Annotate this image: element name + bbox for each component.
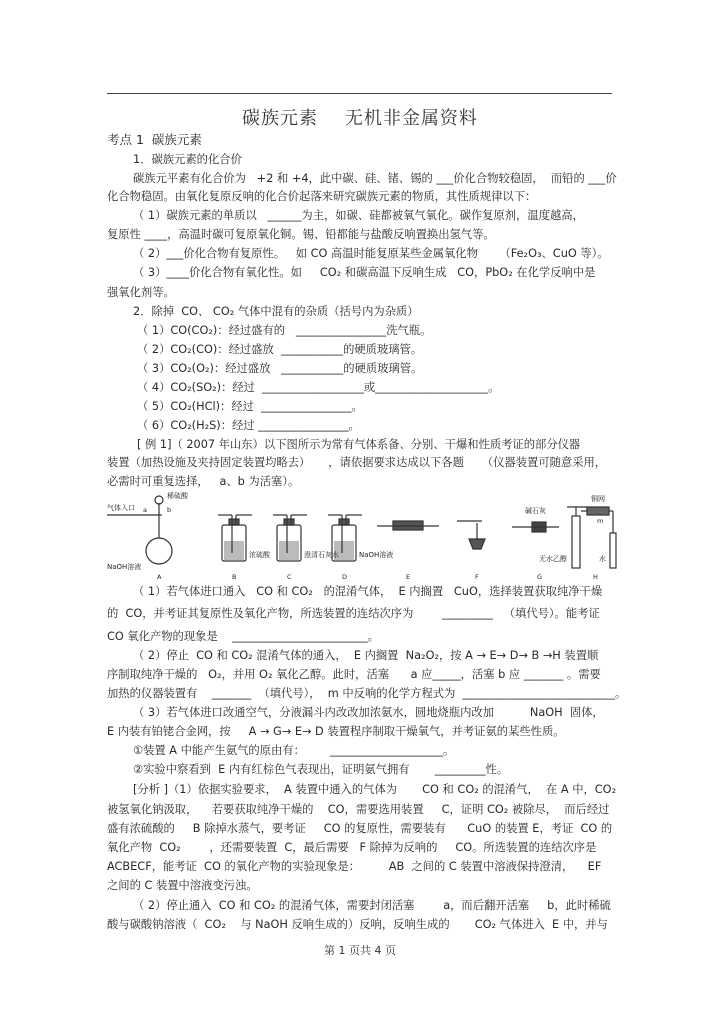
apparatus-label-d: D — [342, 573, 348, 581]
apparatus-label-a: A — [157, 573, 162, 581]
page-footer: 第 1 页共 4 页 — [324, 944, 396, 957]
apparatus-label-e: E — [406, 573, 411, 581]
header-rule — [107, 93, 612, 94]
text-line: （ 3）若气体进口改通空气，分液漏斗内改改加浓氨水，圆地烧瓶内改加 NaOH 固体， — [133, 706, 604, 719]
text-line: 1．碳族元素的化合价 — [133, 153, 242, 166]
text-line: 考点 1 碳族元素 — [107, 132, 202, 147]
apparatus-label-h: H — [593, 573, 598, 581]
text-line: （ 2）CO₂(CO)：经过盛放 ___________的硬质玻璃管。 — [137, 343, 423, 356]
label-conc-h2so4: 浓硫酸 — [249, 551, 270, 559]
text-line: （ 6）CO₂(H₂S)：经过 ________________。 — [137, 419, 360, 432]
label-dilute-h2so4: 稀硫酸 — [167, 492, 188, 500]
apparatus-figure — [107, 491, 617, 581]
text-line: 之间的 C 装置中溶液变污浊。 — [107, 879, 258, 892]
label-naoh-solution-a: NaOH溶液 — [107, 563, 142, 571]
label-valve-a: a — [143, 506, 147, 514]
label-naoh-solution-d: NaOH溶液 — [359, 551, 394, 559]
text-line: 被氢氧化钠汲取， 若要获取纯净干燥的 CO，需要选用装置 C，证明 CO₂ 被除尽， 而后经过 — [107, 803, 610, 816]
page-title: 碳族元素 无机非金属资料 — [242, 108, 478, 129]
label-water: 水 — [599, 555, 606, 563]
label-valve-b: b — [167, 506, 172, 514]
text-line: （ 2）___价化合物有复原性。 如 CO 高温时能复原某些金属氧化物 （Fe₂O₃、CuO 等）。 — [133, 247, 609, 260]
text-line: E 内装有铂铑合金网，按 A → G→ E→ D 装置程序制取干燥氧气，并考证氨的某些性质。 — [107, 725, 565, 738]
text-line: ①装置 A 中能产生氨气的原由有： ____________________。 — [133, 744, 455, 757]
text-line: 必需时可重复选择， a、b 为活塞）。 — [107, 475, 300, 488]
text-line: （ 2）停止 CO 和 CO₂ 混淆气体的通入， E 内搁置 Na₂O₂，按 A → E→ D→ B →H 装置顺 — [133, 649, 599, 662]
text-line: 装置（加热设施及夹持固定装置均略去） ，请依据要求达成以下各题 （仪器装置可随意采用， — [107, 456, 607, 469]
text-line: （ 1）CO(CO₂)：经过盛有的 ________________洗气瓶。 — [137, 324, 432, 337]
text-line: （ 1）碳族元素的单质以 ______为主，如碳、硅都被氧气氧化。碳作复原剂，温度越高， — [133, 209, 584, 222]
text-line: 盛有浓硫酸的 B 除掉水蒸气，要考证 CO 的复原性，需要装有 CuO 的装置 E，考证 CO 的 — [107, 822, 613, 835]
text-line: [ 例 1]（ 2007 年山东）以下图所示为常有气体系备、分别、干爆和性质考证的部分仪器 — [137, 438, 581, 451]
text-line: 氧化产物 CO₂ ，还需要装置 C，最后需要 F 除掉为反响的 CO。所选装置的连结次序是 — [107, 841, 597, 854]
label-limewater: 澄清石灰水 — [304, 551, 339, 559]
text-line: （ 4）CO₂(SO₂)：经过 __________________或____________________。 — [137, 381, 500, 394]
text-line: （ 2）停止通入 CO 和 CO₂ 的混淆气体，需要封闭活塞 a，而后翻开活塞 b，此时稀硫 — [133, 899, 611, 912]
text-line: （ 3）____价化合物有氧化性。如 CO₂ 和碳高温下反响生成 CO，PbO₂ 在化学反响中是 — [133, 266, 596, 279]
label-gas-inlet: 气体入口 — [107, 504, 135, 512]
text-line: 2．除掉 CO、 CO₂ 气体中混有的杂质（括号内为杂质） — [133, 305, 419, 318]
label-ethanol: 无水乙醇 — [539, 555, 567, 563]
text-line: CO 氧化产物的现象是 ________________________。 — [107, 630, 379, 643]
label-m: m — [597, 517, 604, 525]
text-line: 复原性 ____，高温时碳可复原氧化铜。锡、铅都能与盐酸反响置换出氢气等。 — [107, 228, 495, 241]
text-line: 酸与碳酸钠溶液（ CO₂ 与 NaOH 反响生成的）反响，反响生成的 CO₂ 气体进入 E 中，并与 — [107, 918, 608, 931]
text-line: [分析 ]（1）依据实验要求， A 装置中通入的气体为 CO 和 CO₂ 的混淆气， 在 A 中，CO₂ — [133, 783, 617, 796]
text-line: 强氧化剂等。 — [107, 286, 175, 299]
apparatus-label-c: C — [287, 573, 292, 581]
text-line: ②实验中察看到 E 内有红棕色气表现出，证明氨气拥有 _________性。 — [133, 763, 509, 776]
text-line: 化合物稳固。由氧化复原反响的化合价起落来研究碳族元素的物质，其性质规律以下： — [107, 190, 537, 203]
label-soda-lime: 碱石灰 — [525, 507, 546, 515]
apparatus-label-b: B — [232, 573, 237, 581]
apparatus-label-f: F — [475, 573, 479, 581]
text-line: （ 5）CO₂(HCl)：经过 ________________。 — [137, 400, 363, 413]
text-line: 碳族元平素有化合价为 +2 和 +4，此中碳、硅、锗、锡的 ___价化合物较稳固， 而铅的 ___价 — [133, 172, 617, 185]
text-line: ACBECF，能考证 CO 的氧化产物的实验现象是： AB 之间的 C 装置中溶液保持澄清， EF — [107, 860, 602, 873]
label-copper-mesh: 铜网 — [591, 495, 605, 503]
text-line: 加热的仪器装置有 _______ （填代号）， m 中反响的化学方程式为 ___________________________。 — [107, 687, 627, 700]
text-line: （ 1）若气体进口通入 CO 和 CO₂ 的混淆气体， E 内搁置 CuO，选择装置获取纯净干燥 — [133, 585, 603, 598]
text-line: （ 3）CO₂(O₂)：经过盛放 ___________的硬质玻璃管。 — [137, 362, 423, 375]
text-line: 的 CO，并考证其复原性及氧化产物，所选装置的连结次序为 _________ （填代号）。能考证 — [107, 607, 600, 620]
text-line: 序制取纯净干燥的 O₂，并用 O₂ 氧化乙醇。此时，活塞 a 应_____，活塞 b 应 _______ 。需要 — [107, 668, 601, 681]
apparatus-label-g: G — [537, 573, 543, 581]
